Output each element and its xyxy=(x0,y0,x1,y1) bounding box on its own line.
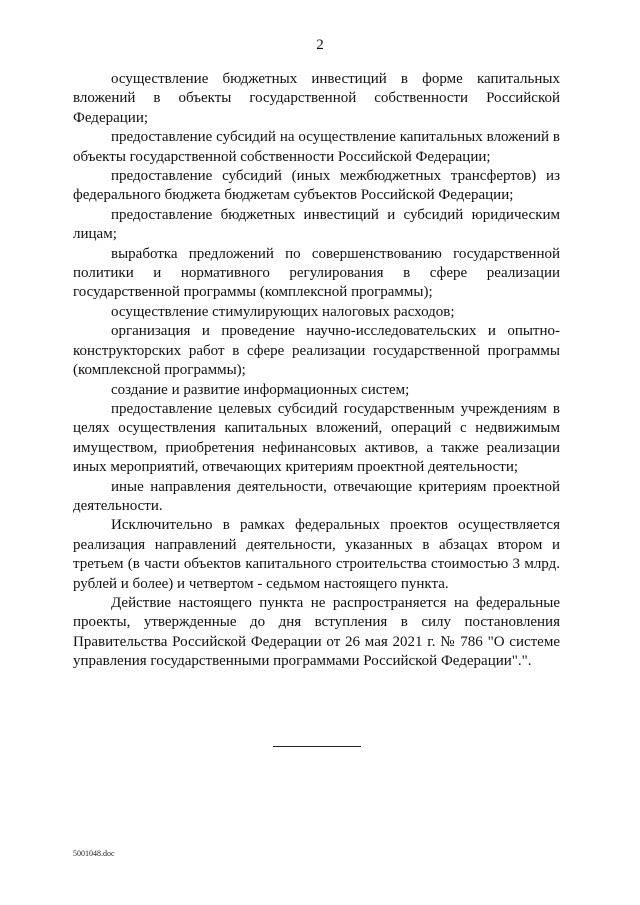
paragraph: создание и развитие информационных систем; xyxy=(111,381,410,398)
paragraph: осуществление стимулирующих налоговых расходов; xyxy=(111,303,455,320)
document-body xyxy=(73,70,560,672)
document-id: 5001048.doc xyxy=(73,849,115,858)
paragraph: выработка предложений по совершенствованию государственной политики и нормативного регулирования в сфере реализации государственной программы (комплексной программы); xyxy=(73,245,560,301)
paragraph: предоставление субсидий (иных межбюджетных трансфертов) из федерального бюджета бюджетам субъектов Российской Федерации; xyxy=(73,168,560,204)
paragraph: Исключительно в рамках федеральных проектов осуществляется реализация направлений деятельности, указанных в абзацах втором и третьем (в части объектов капитального строительства стоимостью 3 млрд. рублей и более) и четвертом - седьмом настоящего пункта. xyxy=(73,517,560,592)
paragraph: Действие настоящего пункта не распространяется на федеральные проекты, утвержденные до дня вступления в силу постановления Правительства Российской Федерации от 26 мая 2021 г. № 786 "О системе управления государственными программами Российской Федерации".". xyxy=(73,594,560,670)
paragraph: предоставление бюджетных инвестиций и субсидий юридическим лицам; xyxy=(73,206,560,243)
paragraph: предоставление целевых субсидий государственным учреждениям в целях осуществления капитальных вложений, операций с недвижимым имуществом, приобретения нефинансовых активов, а также реализации иных мероприятий, отвечающих критериям проектной деятельности; xyxy=(73,400,560,476)
paragraph: организация и проведение научно-исследовательских и опытно-конструкторских работ в сфере реализации государственной программы (комплексной программы); xyxy=(73,323,560,379)
paragraph: иные направления деятельности, отвечающие критериям проектной деятельности. xyxy=(73,478,560,514)
end-separator-line xyxy=(273,746,361,747)
paragraph: осуществление бюджетных инвестиций в форме капитальных вложений в объекты государственной собственности Российской Федерации; xyxy=(73,71,560,126)
paragraph: предоставление субсидий на осуществление капитальных вложений в объекты государственной собственности Российской Федерации; xyxy=(73,129,560,165)
page-number: 2 xyxy=(316,37,324,53)
